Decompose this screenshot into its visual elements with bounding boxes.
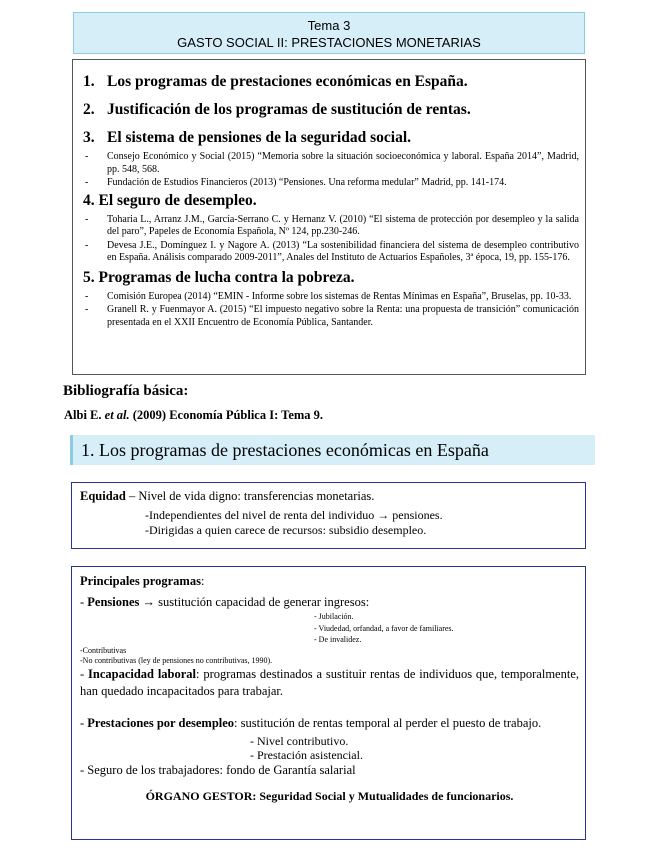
- contributivas-note: -Contributivas: [80, 645, 127, 655]
- no-contributivas-note: -No contributivas (ley de pensiones no contributivas, 1990).: [80, 655, 273, 665]
- section-number: 1.: [83, 73, 95, 90]
- equidad-box: [71, 482, 586, 549]
- reference-item: - Fundación de Estudios Financieros (2013) “Pensiones. Una reforma medular” Madrid, pp. 141-174.: [85, 177, 507, 188]
- incapacidad-item: - Incapacidad laboral: programas destinados a sustituir rentas de individuos que, temporalmente, han quedado incapacitados para trabajar.: [80, 666, 579, 698]
- section-title: 5. Programas de lucha contra la pobreza.: [83, 268, 355, 286]
- outline-section-3: [83, 128, 579, 147]
- pensiones-item: - Pensiones → sustitución capacidad de generar ingresos:: [80, 595, 370, 609]
- section-title: Justificación de los programas de sustitución de rentas.: [107, 101, 471, 118]
- organo-gestor: ÓRGANO GESTOR: Seguridad Social y Mutualidades de funcionarios.: [145, 788, 514, 803]
- reference-item: - Comisión Europea (2014) “EMIN - Informe sobre los sistemas de Rentas Mínimas en España”, Bruselas, pp. 10-33.: [85, 290, 572, 302]
- section-title: El sistema de pensiones de la seguridad social.: [107, 129, 411, 146]
- seguro-item: - Seguro de los trabajadores: fondo de Garantía salarial: [80, 762, 356, 777]
- bibliography-entry: Albi E. et al. (2009) Economía Pública I: Tema 9.: [64, 408, 324, 422]
- equidad-line: Equidad – Nivel de vida digno: transferencias monetarias.: [80, 489, 375, 503]
- topic-title: GASTO SOCIAL II: PRESTACIONES MONETARIAS: [177, 35, 481, 50]
- programs-box: [71, 566, 586, 840]
- pension-type: - Jubilación.: [314, 612, 354, 621]
- outline-box: [72, 59, 586, 375]
- reference-item: - Granell R. y Fuenmayor A. (2015) “El impuesto negativo sobre la Renta: una propuesta de transición” comunicación presentada en el XXII Encuentro de Economía Pública, Santander.: [85, 304, 579, 328]
- bibliography-heading: Bibliografía básica:: [63, 383, 189, 399]
- desempleo-item: - Prestaciones por desempleo: sustitución de rentas temporal al perder el puesto de trabajo.: [80, 715, 542, 730]
- equidad-sub-item: -Dirigidas a quien carece de recursos: subsidio desempleo.: [145, 523, 427, 537]
- reference-item: - Consejo Económico y Social (2015) “Memoria sobre la situación socioeconómica y laboral. España 2014”, Madrid, pp. 548, 568.: [85, 151, 579, 175]
- programs-heading: Principales programas:: [80, 574, 205, 588]
- pension-type: - Viudedad, orfandad, a favor de familiares.: [314, 623, 454, 633]
- desempleo-sub-item: - Prestación asistencial.: [250, 747, 363, 762]
- outline-section-4: [83, 191, 579, 210]
- topic-number: Tema 3: [307, 18, 351, 33]
- pension-type: - De invalidez.: [314, 635, 362, 644]
- section-number: 2.: [83, 101, 95, 118]
- desempleo-sub-item: - Nivel contributivo.: [250, 733, 349, 748]
- section-title: 4. El seguro de desempleo.: [83, 191, 257, 209]
- section-number: 3.: [83, 129, 95, 146]
- title-banner: [73, 12, 585, 54]
- reference-item: - Toharia L., Arranz J.M., García-Serrano C. y Hernanz V. (2010) “El sistema de protección por desempleo y la salida del paro”, Papeles de Economía Española, Nº 124, pp.230-246.: [85, 213, 579, 237]
- outline-section-2: [83, 100, 579, 119]
- section-heading: 1. Los programas de prestaciones económicas en España: [70, 435, 595, 465]
- equidad-sub-item: -Independientes del nivel de renta del individuo → pensiones.: [145, 508, 443, 522]
- reference-item: - Devesa J.E., Domínguez I. y Nagore A. (2013) “La sostenibilidad financiera del sistema de desempleo contributivo en España. Análisis comparado 2009-2011”, Anales del Instituto de Actuarios Españoles, 3ª época, 19, pp. 155-176.: [85, 239, 579, 263]
- section-title: Los programas de prestaciones económicas en España.: [107, 73, 468, 90]
- outline-section-1: [83, 72, 579, 91]
- outline-section-5: [83, 268, 579, 287]
